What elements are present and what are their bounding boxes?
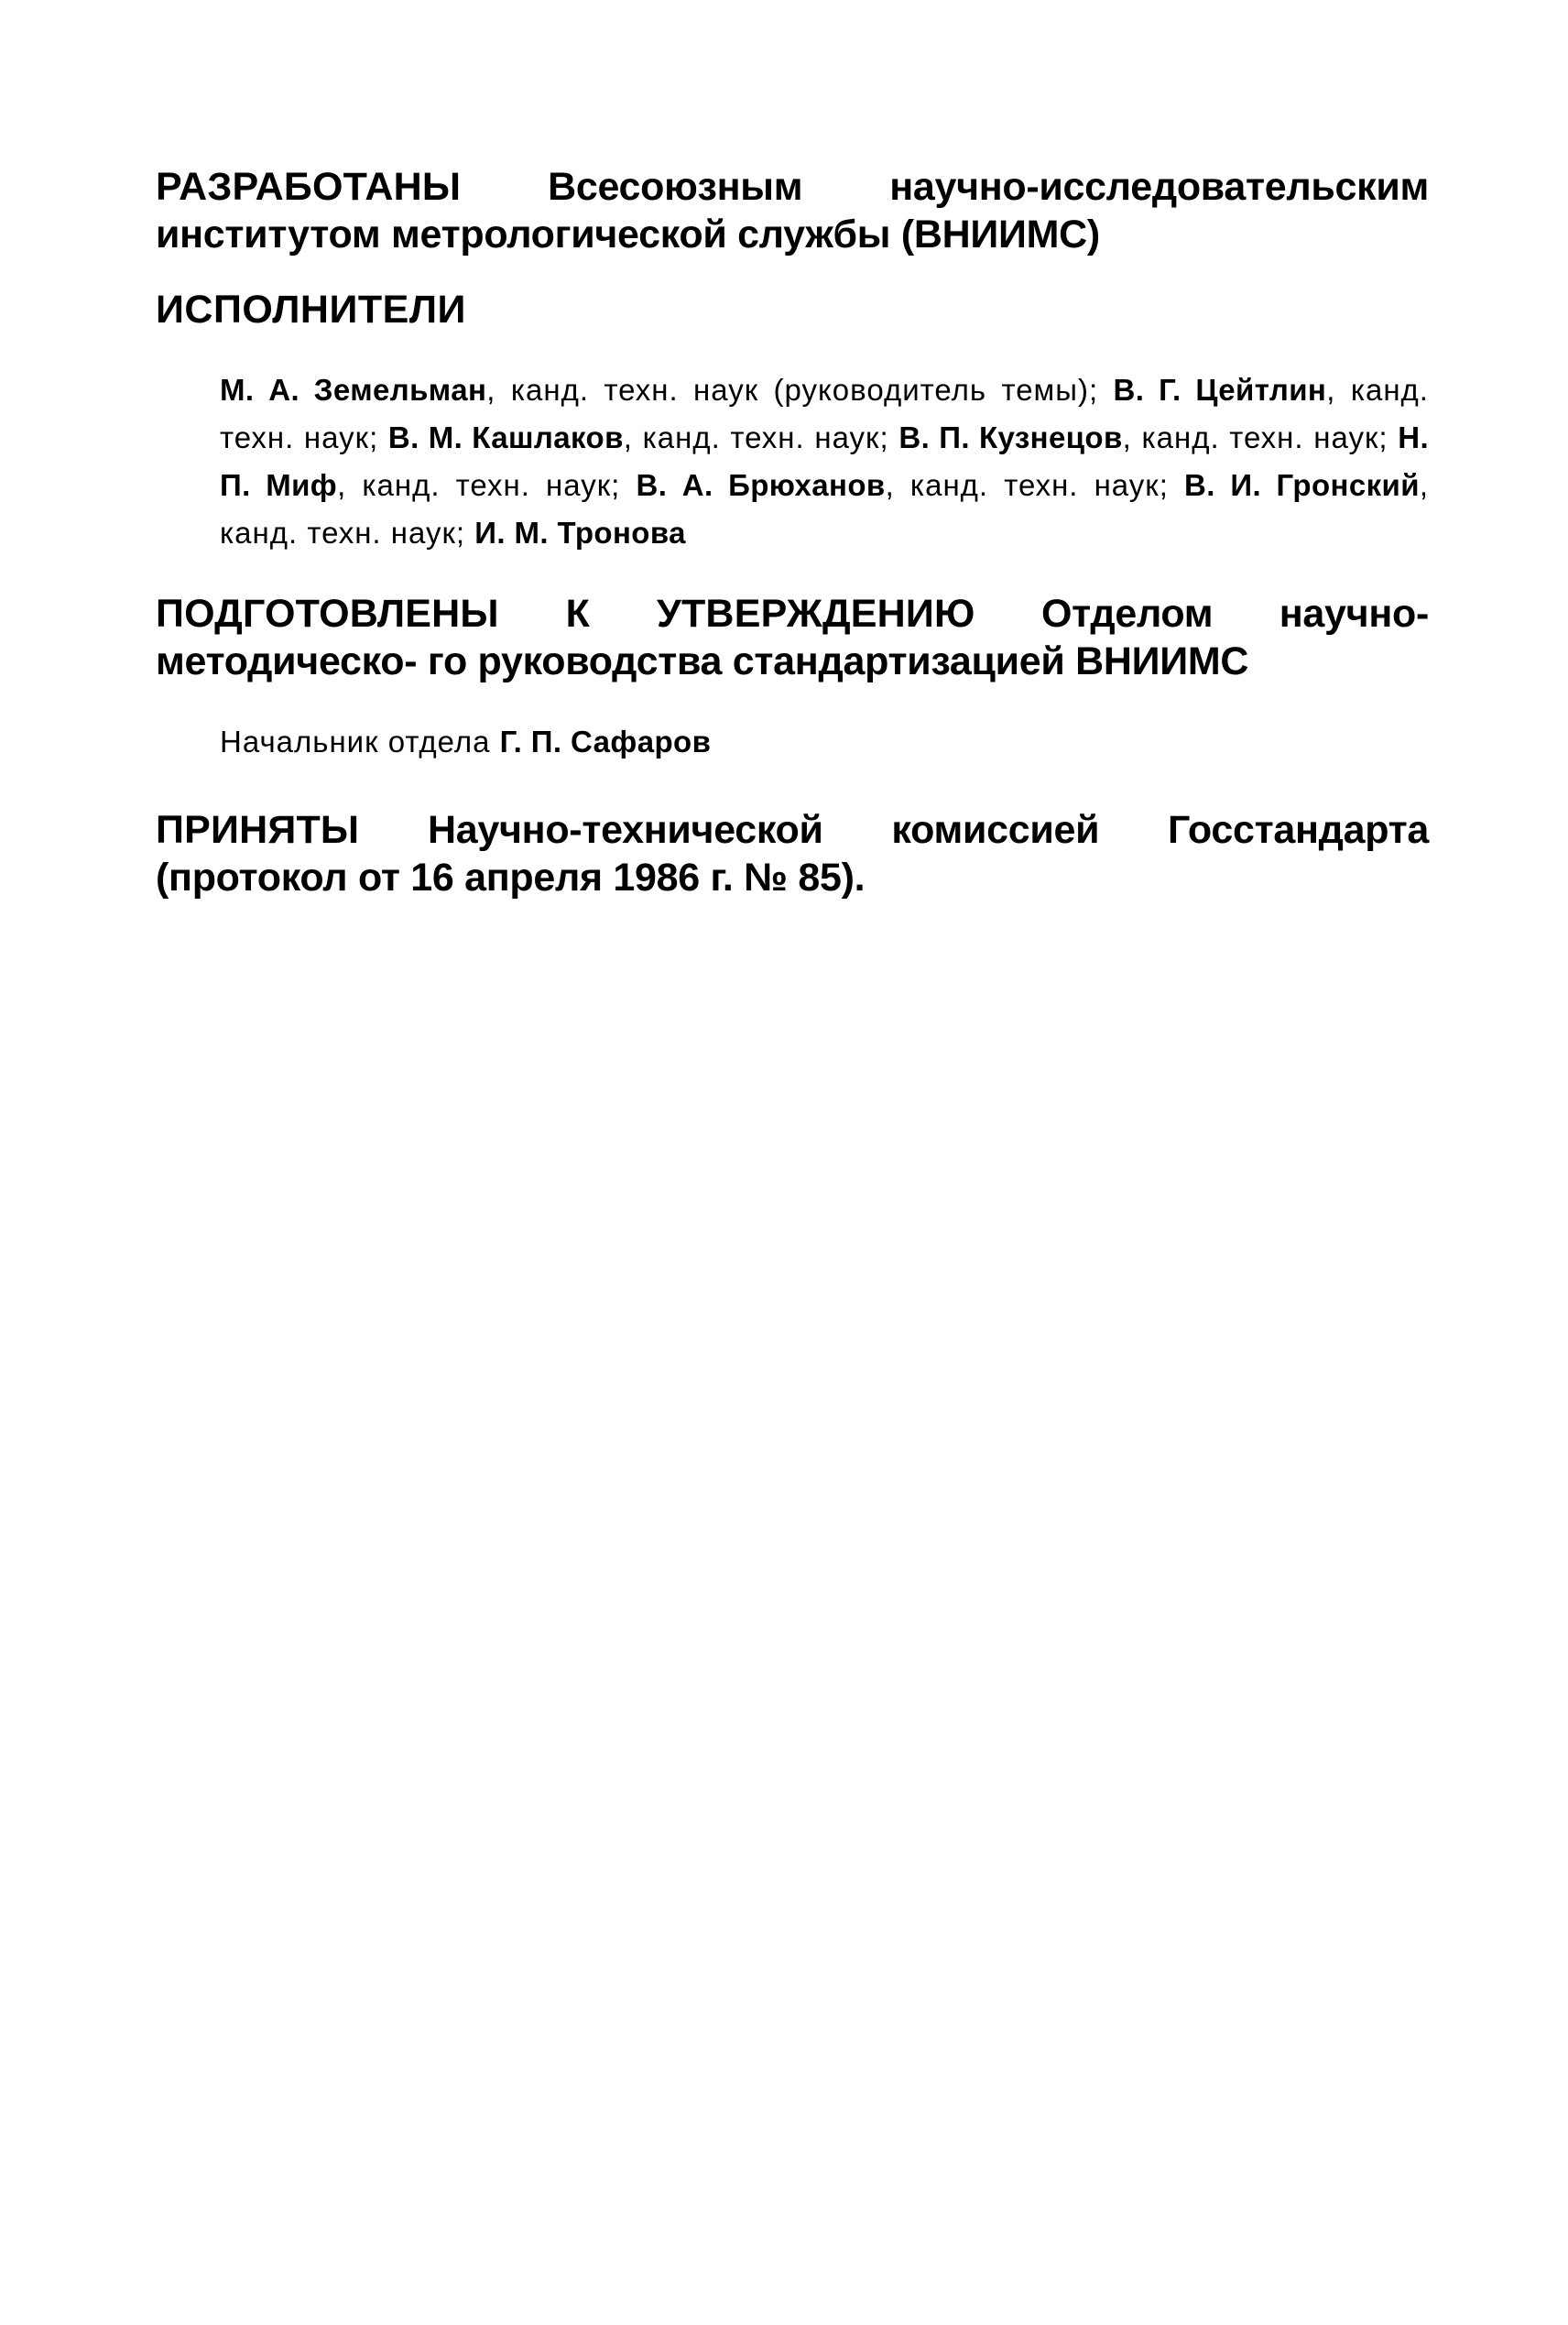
executor-name: Н. П. Миф (220, 420, 1430, 502)
developed-paragraph (156, 163, 1429, 258)
developed-line1: Всесоюзным научно-исследовательским институтом (156, 165, 1429, 257)
head-label: Начальник отдела (220, 725, 491, 759)
executor-title: канд. техн. наук; (642, 420, 889, 454)
executor-name: М. А. Земельман (220, 373, 487, 407)
executor-title: канд. техн. наук; (362, 468, 621, 502)
prepared-paragraph (156, 590, 1429, 685)
head-name: Г. П. Сафаров (499, 725, 712, 759)
developed-line2: метрологической службы (ВНИИМС) (391, 213, 1100, 257)
accepted-line2: от 16 апреля 1986 г. № 85). (357, 856, 866, 900)
prepared-line1: Отделом научно-методическо- (156, 592, 1429, 683)
accepted-lead: ПРИНЯТЫ (156, 808, 360, 852)
executor-title: канд. техн. наук; (220, 516, 466, 550)
executors-heading: ИСПОЛНИТЕЛИ (156, 288, 466, 332)
executors-list: М. А. Земельман, канд. техн. наук (руководитель темы); В. Г. Цейтлин, канд. техн. наук; В. М. Кашлаков, канд. техн. наук; В. П. Кузнецов, канд. техн. наук; Н. П. Миф, канд. техн. наук; В. А. Брюханов, канд. техн. наук; В. И. Гронский, канд. техн. наук; И. М. Тронова (220, 373, 1430, 550)
prepared-lead: ПОДГОТОВЛЕНЫ К УТВЕРЖДЕНИЮ (156, 592, 975, 636)
executor-name: В. Г. Цейтлин (1113, 373, 1327, 407)
executor-title: канд. техн. наук; (909, 468, 1169, 502)
document-body (156, 163, 1429, 901)
accepted-paragraph (156, 806, 1429, 901)
executor-title: канд. техн. наук; (1141, 420, 1388, 454)
prepared-line2: го руководства стандартизацией ВНИИМС (427, 639, 1249, 683)
executor-name: В. П. Кузнецов (898, 420, 1123, 454)
executor-title: канд. техн. наук; (220, 373, 1429, 454)
executor-name: В. М. Кашлаков (387, 420, 624, 454)
executor-name: И. М. Тронова (474, 516, 686, 550)
developed-lead: РАЗРАБОТАНЫ (156, 165, 462, 209)
executor-title: канд. техн. наук (руководитель темы); (510, 373, 1099, 407)
executor-name: В. А. Брюханов (636, 468, 886, 502)
head-of-department (220, 718, 1429, 766)
accepted-line1: Научно-технической комиссией Госстандарта (протокол (156, 808, 1429, 900)
executor-name: В. И. Гронский (1184, 468, 1420, 502)
